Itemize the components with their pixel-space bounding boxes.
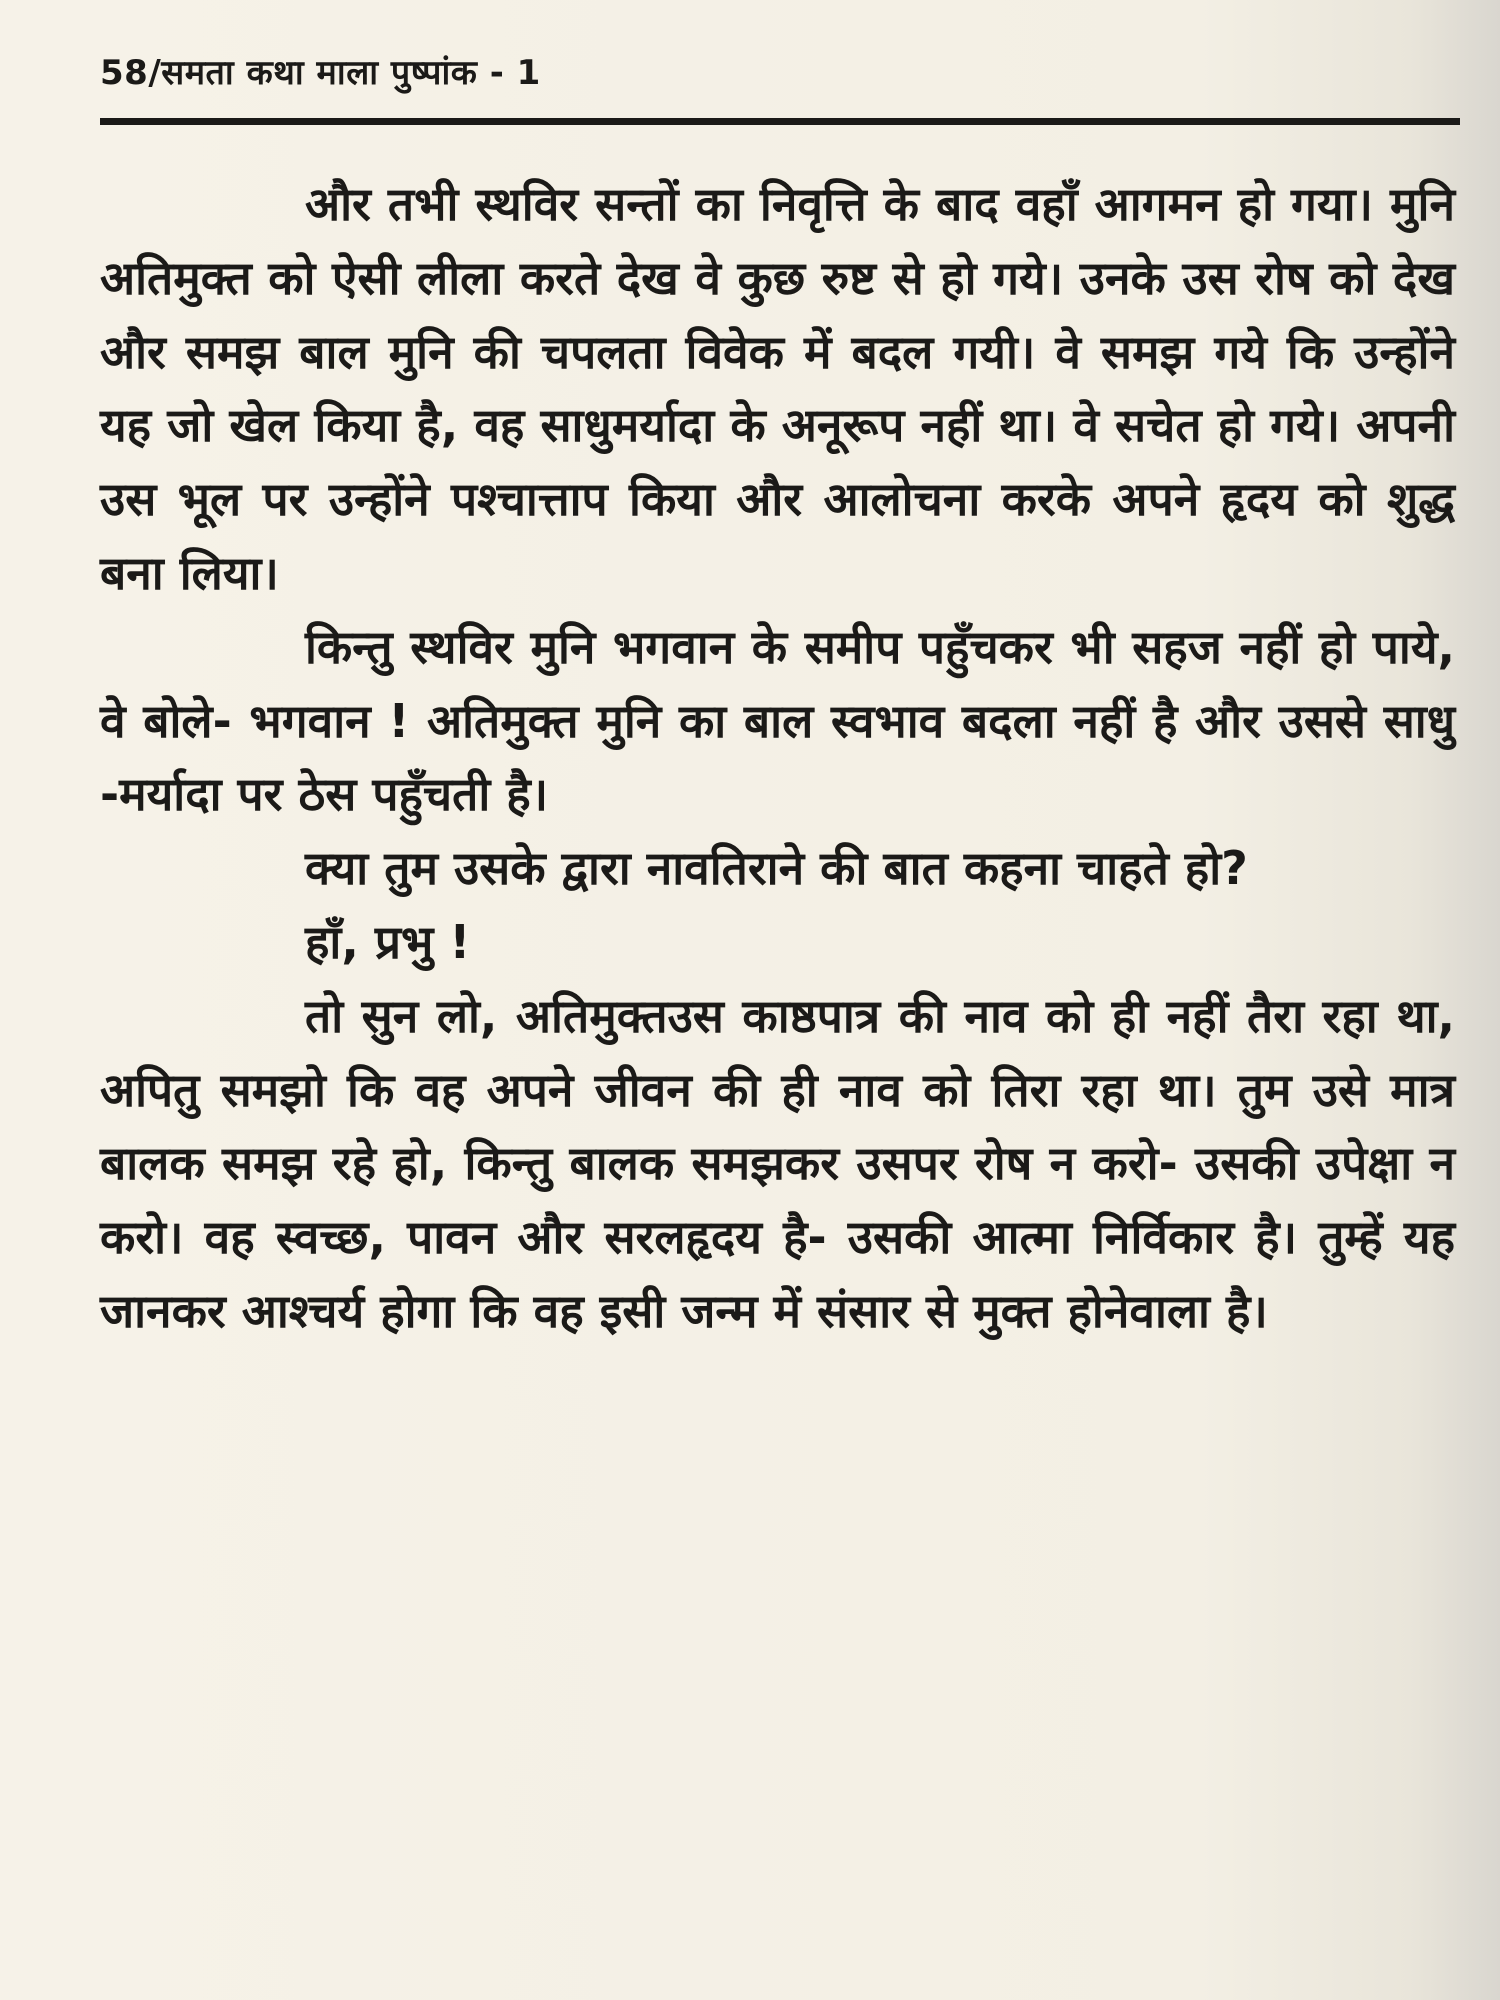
page-body xyxy=(100,168,1455,1349)
header-rule xyxy=(100,118,1460,125)
paragraph-4: हाँ, प्रभु ! xyxy=(305,914,471,969)
paragraph-5: तो सुन लो, अतिमुक्तउस काष्ठपात्र की नाव को ही नहीं तैरा रहा था, अपितु समझो कि वह अपने जीवन की ही नाव को तिरा रहा था। तुम उसे मात्र बालक समझ रहे हो, किन्तु बालक समझकर उसपर रोष न करो- उसकी उपेक्षा न करो। वह स्वच्छ, पावन और सरलहृदय है- उसकी आत्मा निर्विकार है। तुम्हें यह जानकर आश्चर्य होगा कि वह इसी जन्म में संसार से मुक्त होनेवाला है। xyxy=(100,988,1455,1338)
running-header: 58/समता कथा माला पुष्पांक - 1 xyxy=(100,53,541,93)
paragraph-1: और तभी स्थविर सन्तों का निवृत्ति के बाद वहाँ आगमन हो गया। मुनि अतिमुक्त को ऐसी लीला करते देख वे कुछ रुष्ट से हो गये। उनके उस रोष को देख और समझ बाल मुनि की चपलता विवेक में बदल गयी। वे समझ गये कि उन्होंने यह जो खेल किया है, वह साधुमर्यादा के अनूरूप नहीं था। वे सचेत हो गये। अपनी उस भूल पर उन्होंने पश्चात्ताप किया और आलोचना करके अपने हृदय को शुद्ध बना लिया। xyxy=(100,177,1455,600)
paragraph-3: क्या तुम उसके द्वारा नावतिराने की बात कहना चाहते हो? xyxy=(305,841,1248,896)
paragraph-2: किन्तु स्थविर मुनि भगवान के समीप पहुँचकर भी सहज नहीं हो पाये, वे बोले- भगवान ! अतिमुक्त मुनि का बाल स्वभाव बदला नहीं है और उससे साधु -मर्यादा पर ठेस पहुँचती है। xyxy=(100,619,1455,822)
